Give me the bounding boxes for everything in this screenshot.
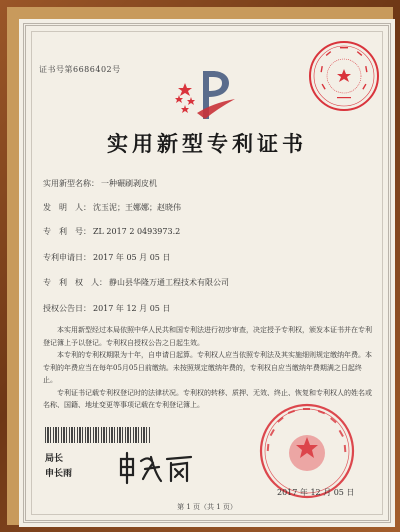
field-label: 专利申请日： <box>43 253 91 262</box>
field-design-name <box>43 178 157 189</box>
certificate-title: 实用新型专利证书 <box>107 131 307 156</box>
certificate-number: 证书号第6686402号 <box>39 65 121 74</box>
field-patent-number <box>43 226 180 237</box>
body-paragraph: 专利证书记载专利权登记时的法律状况。专利权的转移、质押、无效、终止、恢复和专利权人的姓名或名称、国籍、地址变更等事项记载在专利登记簿上。 <box>43 388 372 409</box>
field-value: 2017 年 12 月 05 日 <box>93 304 171 313</box>
national-emblem-seal-icon <box>257 401 357 501</box>
field-filing-date <box>43 252 170 263</box>
body-paragraph: 本实用新型经过本局依照中华人民共和国专利法进行初步审查，决定授予专利权，颁发本证书并在专利登记簿上予以登记。专利权自授权公告之日起生效。 <box>43 326 372 347</box>
field-grant-date <box>43 303 170 314</box>
body-paragraph: 本专利的专利权期限为十年，自申请日起算。专利权人应当依照专利法及其实施细则规定缴纳年费。本专利的年费应当在每年05月05日前缴纳。未按照规定缴纳年费的，专利权自应当缴纳年费期满之日起终止。 <box>43 351 372 384</box>
field-value: 沈玉泥；王娜娜；赵晓伟 <box>93 203 181 212</box>
field-value: 静山县华隆万通工程技术有限公司 <box>109 278 229 287</box>
field-value: 2017 年 05 月 05 日 <box>93 253 171 262</box>
certificate-body <box>43 324 373 412</box>
barcode-icon <box>45 427 151 443</box>
sipo-logo-icon <box>169 63 241 123</box>
field-patentee <box>43 277 229 288</box>
field-value: 一种碾刷剥皮机 <box>101 179 157 188</box>
page-number: 第 1 页（共 1 页） <box>177 503 237 511</box>
signature-icon <box>117 449 197 489</box>
field-value: ZL 2017 2 0493973.2 <box>93 227 181 236</box>
field-label: 专 利 号： <box>43 227 91 236</box>
seal-date: 2017 年 12 月 05 日 <box>277 488 355 497</box>
frame-mat <box>7 7 393 525</box>
field-label: 专 利 权 人： <box>43 278 107 287</box>
field-label: 授权公告日： <box>43 304 91 313</box>
field-label: 发 明 人： <box>43 203 91 212</box>
signatory-name: 申长雨 <box>45 469 73 479</box>
round-red-stamp-icon <box>307 39 381 113</box>
field-label: 实用新型名称： <box>43 179 99 188</box>
certificate-paper <box>19 19 395 527</box>
field-inventors <box>43 202 181 213</box>
signatory-title: 局长 <box>45 454 64 464</box>
